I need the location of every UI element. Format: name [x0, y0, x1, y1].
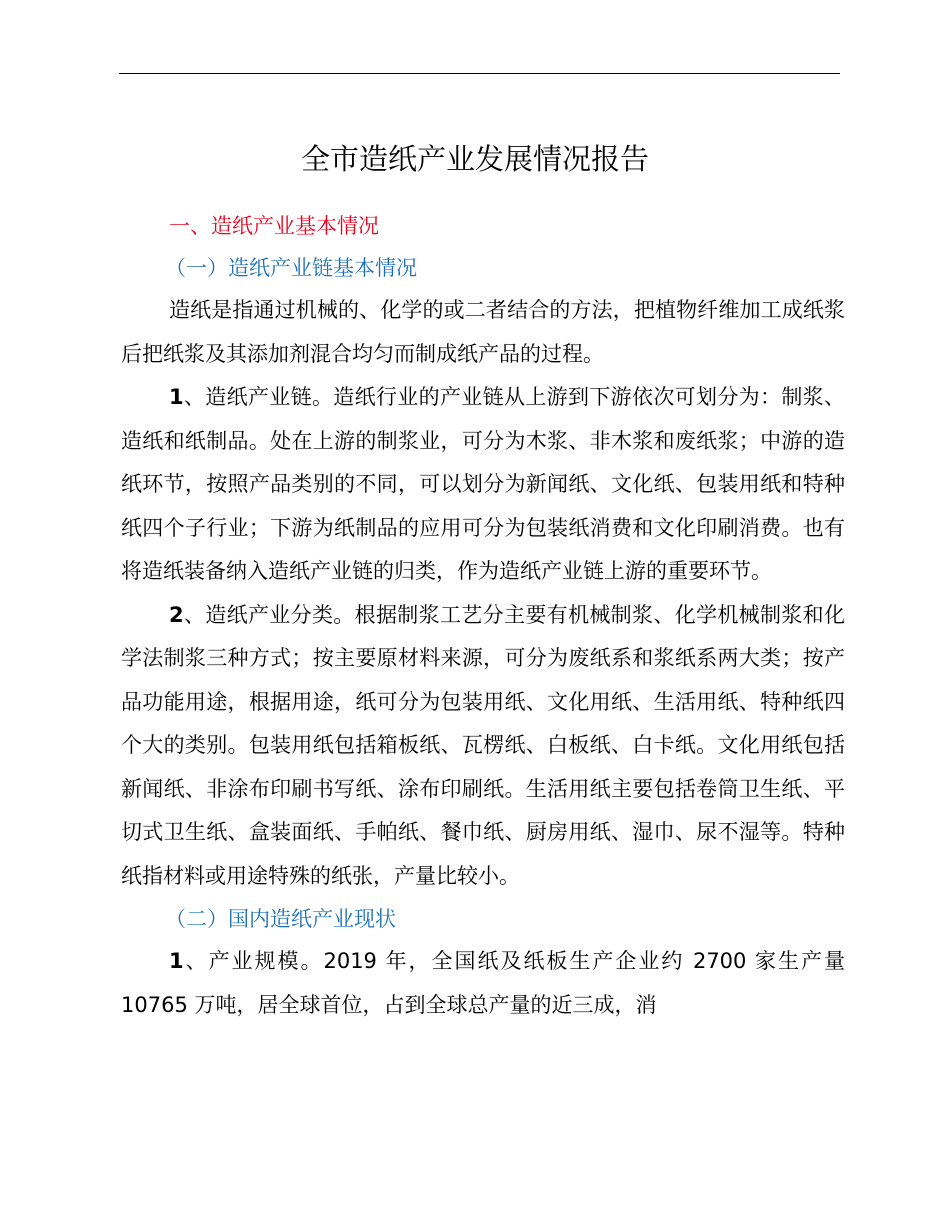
- paragraph-classification: [121, 594, 845, 899]
- section-heading: 一、造纸产业基本情况: [169, 214, 379, 238]
- paragraph-industry-chain: [121, 376, 845, 594]
- paragraph-text: 、造纸产业链。造纸行业的产业链从上游到下游依次可划分为：制浆、造纸和纸制品。处在上游的制浆业，可分为木浆、非木浆和废纸浆；中游的造纸环节，按照产品类别的不同，可以划分为新闻纸、文化纸、包装用纸和特种纸四个子行业；下游为纸制品的应用可分为包装纸消费和文化印刷消费。也有将造纸装备纳入造纸产业链的归类，作为造纸产业链上游的重要环节。: [121, 385, 845, 583]
- subsection-heading: （二）国内造纸产业现状: [165, 907, 396, 931]
- paragraph-intro: 造纸是指通过机械的、化学的或二者结合的方法，把植物纤维加工成纸浆后把纸浆及其添加剂混合均匀而制成纸产品的过程。: [121, 298, 845, 366]
- paragraph-number: 1: [169, 385, 184, 409]
- subsection-heading: （一）造纸产业链基本情况: [165, 256, 417, 280]
- paragraph-number: 1: [169, 949, 184, 973]
- document-body: [121, 205, 845, 1027]
- header-rule: [119, 73, 840, 74]
- paragraph-scale: [121, 940, 845, 1027]
- paragraph-text: 、造纸产业分类。根据制浆工艺分主要有机械制浆、化学机械制浆和化学法制浆三种方式；按主要原材料来源，可分为废纸系和浆纸系两大类；按产品功能用途，根据用途，纸可分为包装用纸、文化用纸、生活用纸、特种纸四个大的类别。包装用纸包括箱板纸、瓦楞纸、白板纸、白卡纸。文化用纸包括新闻纸、非涂布印刷书写纸、涂布印刷纸。生活用纸主要包括卷筒卫生纸、平切式卫生纸、盒装面纸、手帕纸、餐巾纸、厨房用纸、湿巾、尿不湿等。特种纸指材料或用途特殊的纸张，产量比较小。: [121, 602, 845, 888]
- paragraph-text: 、产业规模。2019 年，全国纸及纸板生产企业约 2700 家生产量 10765 万吨，居全球首位，占到全球总产量的近三成，消: [121, 949, 845, 1017]
- document-title: 全市造纸产业发展情况报告: [300, 142, 649, 176]
- paragraph-number: 2: [169, 602, 184, 627]
